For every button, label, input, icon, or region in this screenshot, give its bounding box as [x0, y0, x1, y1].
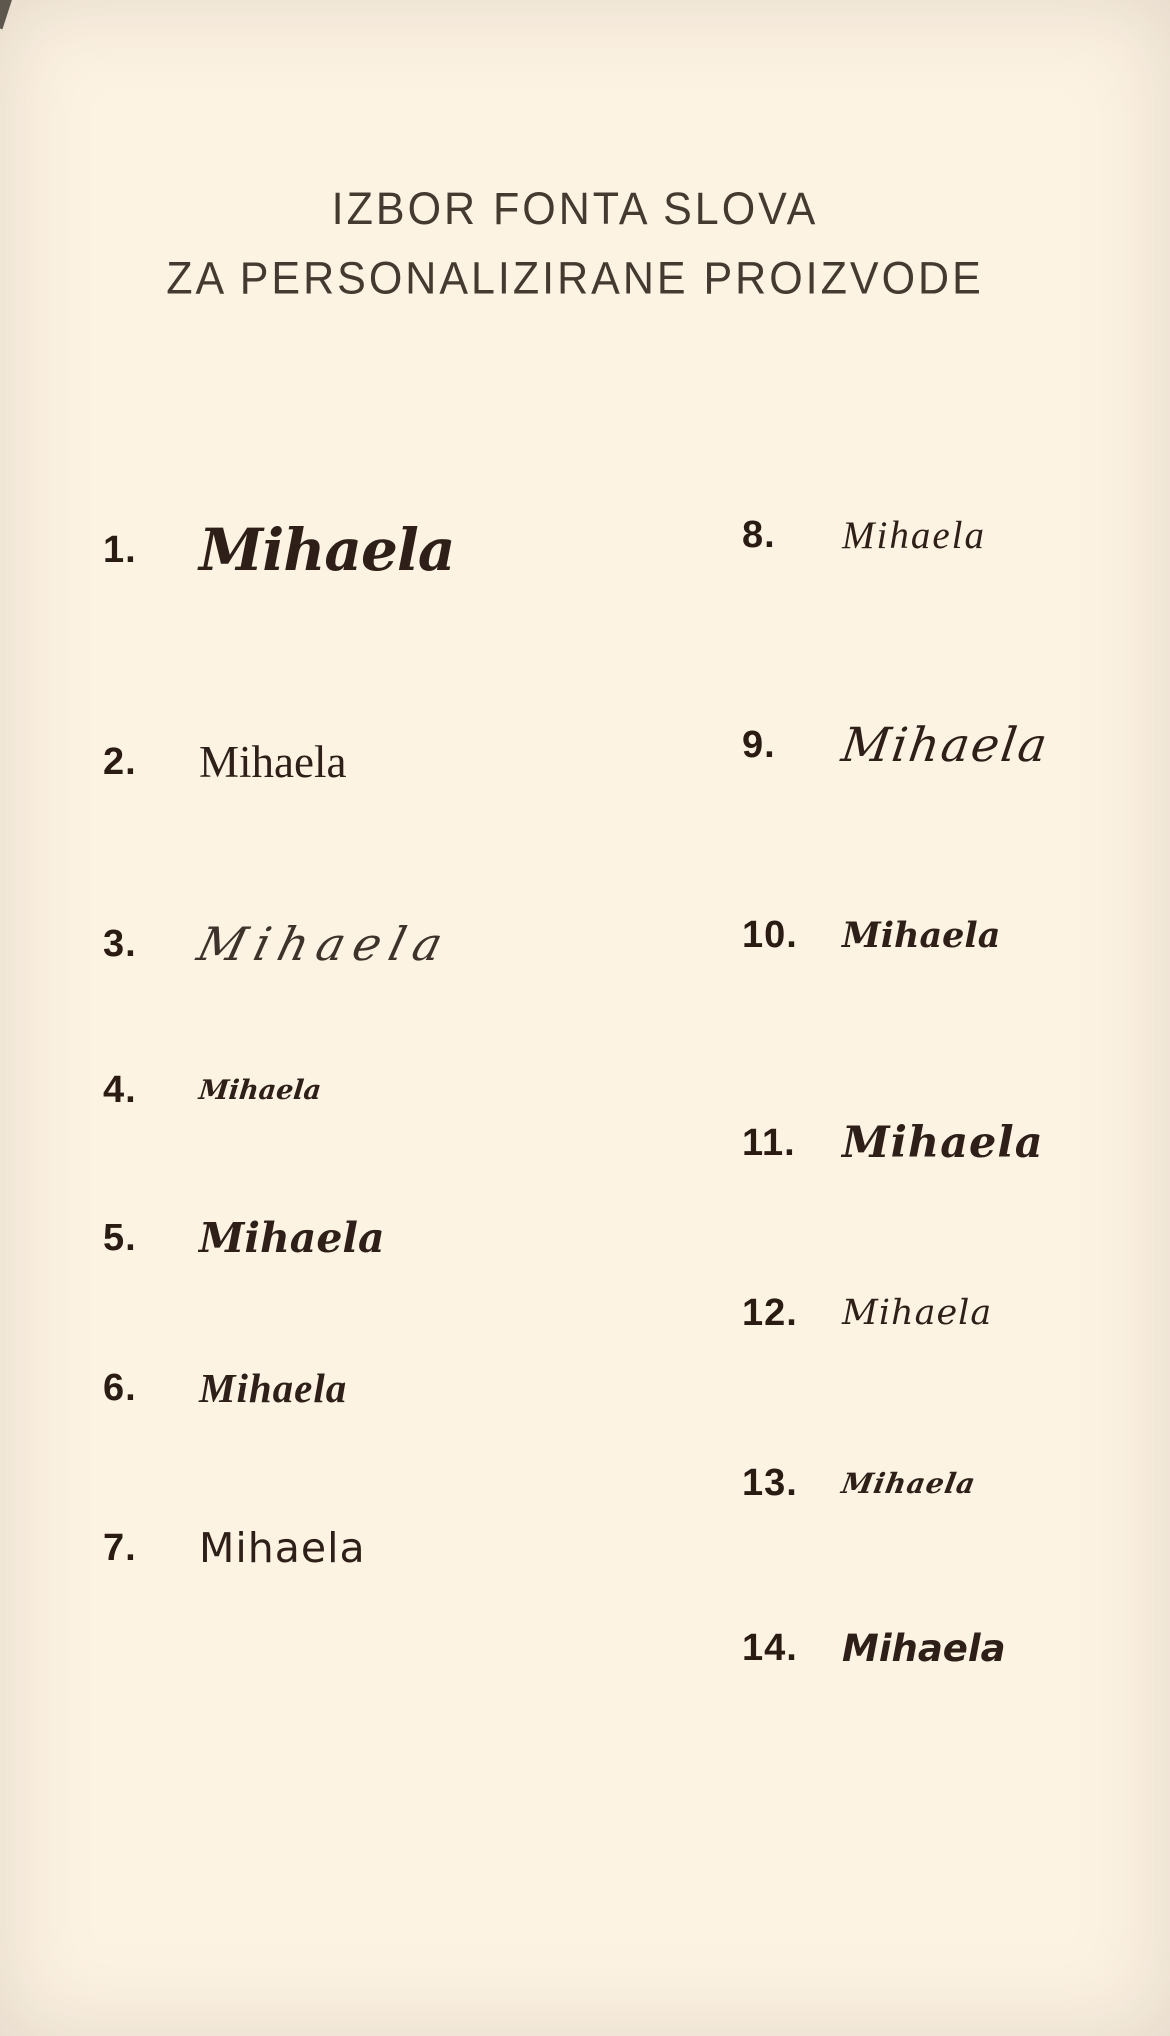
font-number: 5.	[103, 1216, 137, 1259]
font-number: 14.	[742, 1626, 798, 1669]
font-sample-row-7	[103, 1500, 366, 1596]
font-name-sample: Mihaela	[199, 1214, 385, 1262]
font-sample-row-6	[103, 1340, 347, 1436]
font-number: 3.	[103, 922, 137, 965]
font-name-sample: Mihaela	[842, 513, 986, 557]
font-number: 13.	[742, 1461, 798, 1504]
font-sample-row-12	[742, 1265, 992, 1361]
font-number: 12.	[742, 1291, 798, 1334]
font-sample-row-1	[103, 502, 455, 598]
font-name-sample: Mihaela	[842, 1118, 1044, 1168]
font-sample-row-13	[742, 1435, 979, 1531]
font-number: 10.	[742, 913, 798, 956]
font-sample-row-2	[103, 714, 346, 810]
font-sample-row-10	[742, 887, 1000, 983]
font-name-sample: Mihaela	[199, 1524, 366, 1572]
font-number: 9.	[742, 723, 776, 766]
font-sample-row-3	[103, 896, 457, 992]
page-title-line1: IZBOR FONTA SLOVA	[331, 184, 819, 235]
page-title	[0, 175, 1150, 314]
font-number: 1.	[103, 528, 137, 571]
font-number: 8.	[742, 513, 776, 556]
corner-artifact	[0, 0, 13, 29]
font-name-sample: Mihaela	[842, 1293, 993, 1333]
page-title-line2: ZA PERSONALIZIRANE PROIZVODE	[166, 253, 984, 304]
font-number: 2.	[103, 740, 137, 783]
font-name-sample: Mihaela	[839, 1466, 979, 1500]
font-sample-row-4	[103, 1042, 321, 1138]
font-sample-row-8	[742, 487, 986, 583]
font-sample-row-14	[742, 1600, 1006, 1696]
font-name-sample: Mihaela	[838, 717, 1053, 773]
font-name-sample: Mihaela	[842, 914, 1001, 956]
font-name-sample: Mihaela	[197, 1074, 323, 1106]
font-number: 4.	[103, 1068, 137, 1111]
font-name-sample: Mihaela	[192, 917, 457, 971]
font-number: 7.	[103, 1526, 137, 1569]
font-name-sample: Mihaela	[199, 1365, 348, 1411]
font-name-sample: Mihaela	[199, 516, 455, 584]
font-number: 6.	[103, 1366, 137, 1409]
font-name-sample: Mihaela	[842, 1626, 1006, 1670]
font-sample-row-9	[742, 697, 1053, 793]
font-sample-row-5	[103, 1190, 385, 1286]
font-sample-row-11	[742, 1095, 1044, 1191]
font-name-sample: Mihaela	[199, 737, 347, 787]
font-number: 11.	[742, 1121, 796, 1164]
